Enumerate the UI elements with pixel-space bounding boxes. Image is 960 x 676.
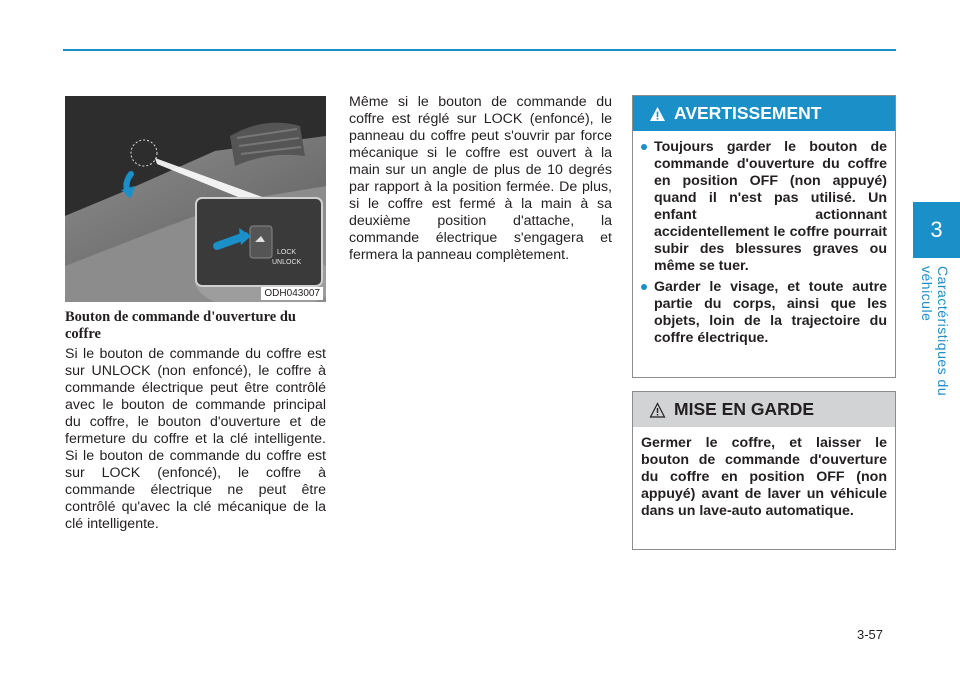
warning-item	[641, 279, 887, 347]
dashboard-illustration	[65, 96, 326, 302]
chapter-title: Caractéristiques du véhicule	[919, 266, 951, 397]
warning-item-text: Garder le visage, et toute autre partie du corps, ainsi que les objets, loin de la trajectoire du coffre électrique.	[654, 279, 887, 346]
header-rule	[63, 49, 896, 51]
column2-paragraph: Même si le bouton de commande du coffre est réglé sur LOCK (enfoncé), le panneau du coffre peut s'ouvrir par force mécanique si le coffre est ouvert à la main sur un angle de plus de 10 degrés par rapport à la position fermée. De plus, si le coffre est fermé à la main à sa deuxième position d'attache, la commande électrique s'engagera et fermera la panneau complètement.	[349, 94, 612, 263]
warning-item-text: Toujours garder le bouton de commande d'ouverture du coffre en position OFF (non appuyé) quand il n'est pas utilisé. Un enfant actionnant accidentellement le coffre pourrait subir des blessures graves ou même se tuer.	[654, 139, 887, 274]
warning-body	[633, 131, 895, 347]
chapter-number: 3	[930, 217, 943, 242]
bullet-icon	[641, 144, 647, 150]
bullet-icon	[641, 284, 647, 290]
caution-box	[632, 391, 896, 550]
warning-item	[641, 139, 887, 275]
caution-body	[633, 427, 895, 520]
unlock-label: UNLOCK	[272, 259, 302, 266]
caution-title: MISE EN GARDE	[674, 399, 815, 419]
page-number: 3-57	[857, 627, 884, 642]
warning-title: AVERTISSEMENT	[674, 103, 822, 123]
chapter-tab	[913, 202, 960, 258]
figure-code: ODH043007	[261, 287, 323, 300]
lock-label: LOCK	[277, 249, 297, 256]
trunk-switch-photo	[65, 96, 326, 302]
figure-caption: Bouton de commande d'ouverture du coffre	[65, 309, 296, 342]
column1-paragraph: Si le bouton de commande du coffre est sur UNLOCK (non enfoncé), le coffre à commande électrique peut être contrôlé avec le bouton de commande principal du coffre, le bouton d'ouverture et de fermeture du coffre et la clé intelligente. Si le bouton de commande du coffre est sur LOCK (enfoncé), le coffre à commande électrique ne peut être contrôlé qu'avec la clé mécanique de la clé intelligente.	[65, 346, 326, 532]
caution-triangle-icon	[649, 402, 666, 418]
warning-triangle-icon	[649, 106, 666, 122]
warning-box	[632, 95, 896, 378]
caution-header	[633, 392, 895, 427]
caution-text: Germer le coffre, et laisser le bouton de commande d'ouverture du coffre en position OFF (non appuyé) avant de laver un véhicule dans un lave-auto automatique.	[641, 435, 887, 519]
warning-header	[633, 96, 895, 131]
